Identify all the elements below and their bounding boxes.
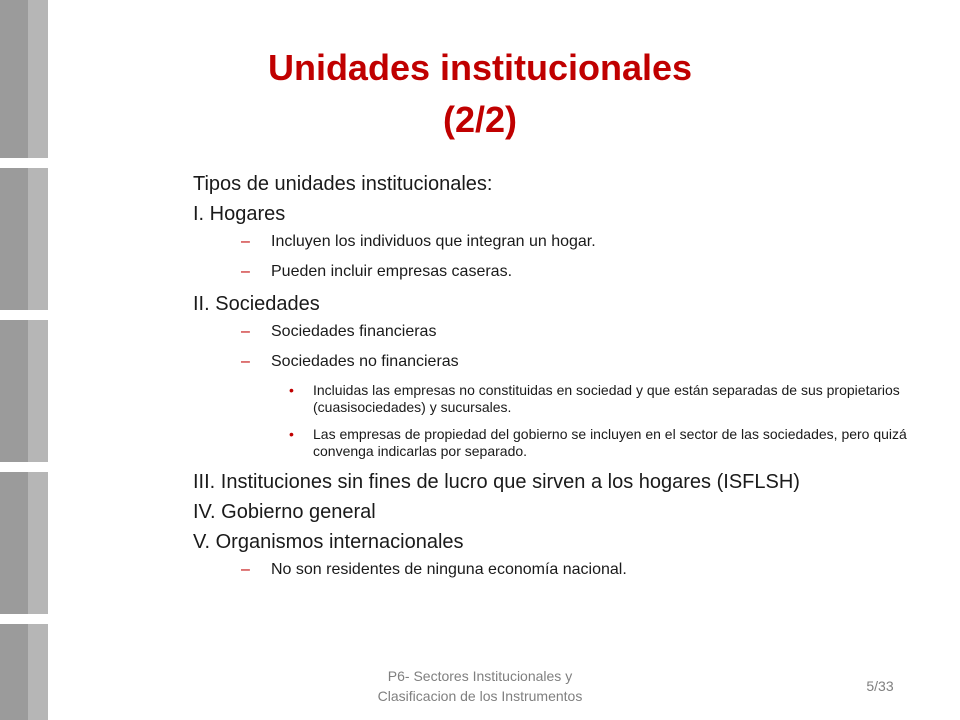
sub-list-item: • Las empresas de propiedad del gobierno se incluyen en el sector de las sociedades, pero quizá convenga indicarlas por separado. bbox=[289, 426, 907, 459]
heading-hogares: I. Hogares bbox=[193, 203, 286, 225]
sidebar-segment bbox=[0, 0, 48, 158]
sidebar-segment bbox=[0, 624, 48, 720]
dash-bullet-icon: – bbox=[241, 233, 250, 250]
list-item: – No son residentes de ninguna economía nacional. bbox=[241, 561, 627, 578]
dot-bullet-icon: • bbox=[289, 382, 294, 398]
list-item: – Sociedades financieras bbox=[241, 323, 437, 340]
list-item: – Sociedades no financieras bbox=[241, 353, 459, 370]
dot-bullet-icon: • bbox=[289, 426, 294, 442]
slide-title bbox=[130, 42, 830, 146]
slide-title-line2: (2/2) bbox=[442, 99, 518, 140]
dash-bullet-icon: – bbox=[241, 561, 250, 578]
dash-bullet-icon: – bbox=[241, 263, 250, 280]
heading-gobierno: IV. Gobierno general bbox=[193, 501, 376, 523]
heading-isflsh: III. Instituciones sin fines de lucro que sirven a los hogares (ISFLSH) bbox=[193, 471, 800, 493]
sidebar-segment bbox=[0, 472, 48, 614]
heading-organismos: V. Organismos internacionales bbox=[193, 531, 464, 553]
page-number: 5/33 bbox=[866, 678, 894, 694]
footer-line2: Clasificacion de los Instrumentos bbox=[377, 688, 583, 704]
slide-footer bbox=[330, 666, 630, 706]
slide-title-line1: Unidades institucionales bbox=[267, 47, 693, 88]
footer-line1: P6- Sectores Institucionales y bbox=[387, 668, 573, 684]
sidebar-segment bbox=[0, 320, 48, 462]
sub-list-item: • Incluidas las empresas no constituidas en sociedad y que están separadas de sus propietarios (cuasisociedades) y sucursales. bbox=[289, 382, 900, 415]
dash-bullet-icon: – bbox=[241, 323, 250, 340]
dash-bullet-icon: – bbox=[241, 353, 250, 370]
sidebar-segment bbox=[0, 168, 48, 310]
list-item: – Incluyen los individuos que integran un hogar. bbox=[241, 233, 596, 250]
intro-text: Tipos de unidades institucionales: bbox=[193, 173, 493, 195]
sidebar-decoration bbox=[0, 0, 48, 720]
slide-content bbox=[193, 172, 913, 590]
heading-sociedades: II. Sociedades bbox=[193, 293, 320, 315]
list-item: – Pueden incluir empresas caseras. bbox=[241, 263, 513, 280]
